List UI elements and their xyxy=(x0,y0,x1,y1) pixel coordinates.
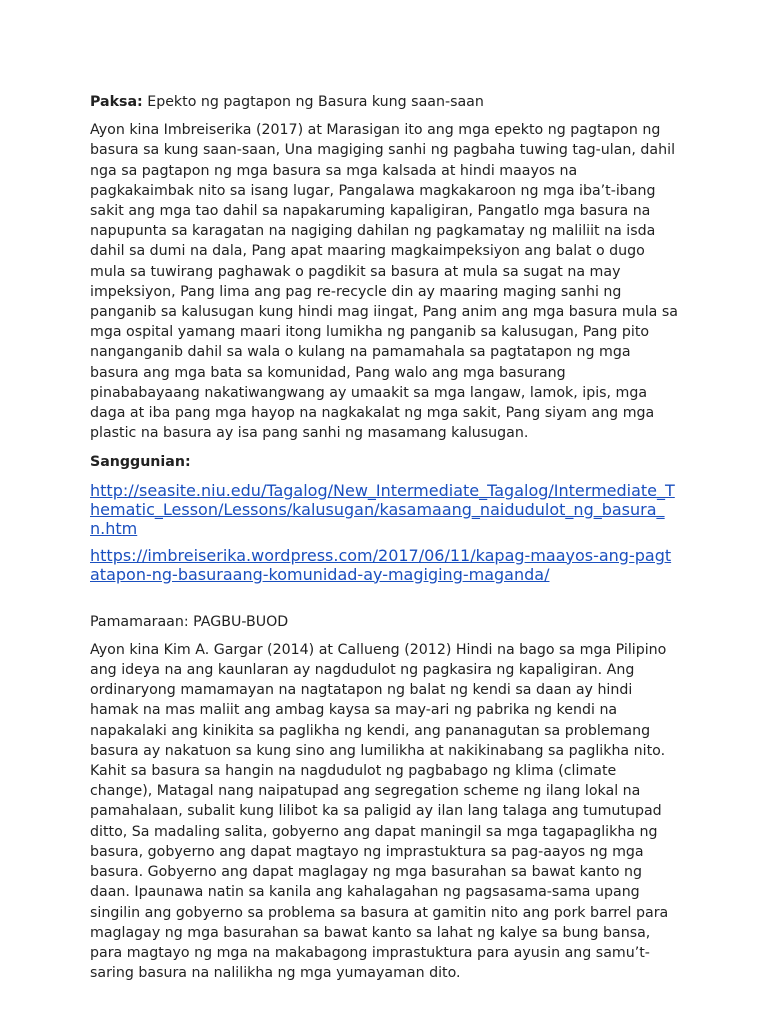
method-line: Pamamaraan: PAGBU-BUOD xyxy=(90,613,289,630)
paragraph-summary: Ayon kina Kim A. Gargar (2014) at Callueng (2012) Hindi na bago sa mga Pilipino ang ideya na ang kaunlaran ay nagdudulot ng pagkasira ng kapaligiran. Ang ordinaryong mamamayan na nagtatapon ng balat ng kendi sa daan ay hindi hamak na mas maliit ang ambag kaysa sa may-ari ng pabrika ng kendi na napakalaki ang kinikita sa paglikha ng kendi, ang pananagutan sa problemang basura ay nakatuon sa kung sino ang lumilikha at nakikinabang sa paglikha nito. Kahit sa basura sa hangin na nagdudulot ng pagbabago ng klima (climate change), Matagal nang naipatupad ang segregation scheme ng ilang lokal na pamahalaan, subalit kung lilibot ka sa paligid ay ilan lang talaga ang tumutupad ditto, Sa madaling salita, gobyerno ang dapat maningil sa mga tagapaglikha ng basura, gobyerno ang dapat magtayo ng imprastuktura sa pag-aayos ng mga basura. Gobyerno ang dapat maglagay ng mga basurahan sa bawat kanto ng daan. Ipaunawa natin sa kanila ang kahalagahan ng pagsasama-sama upang singilin ang gobyerno sa problema sa basura at gamitin nito ang pork barrel para maglagay ng mga basurahan sa bawat kanto sa lahat ng kalye sa bung bansa, para magtayo ng mga na makabagong imprastuktura para ayusin ang samu’t-saring basura na nalilikha ng mga yumayaman dito. xyxy=(90,641,669,982)
reference-link-imbreiserika[interactable]: https://imbreiserika.wordpress.com/2017/06/11/kapag-maayos-ang-pagtatapon-ng-basuraang-komunidad-ay-magiging-maganda/ xyxy=(90,545,672,584)
reference-link-seasite[interactable]: http://seasite.niu.edu/Tagalog/New_Intermediate_Tagalog/Intermediate_Thematic_Lesson/Lessons/kalusugan/kasamaang_naidudulot_ng_basura_n.htm xyxy=(90,480,675,538)
references-heading: Sanggunian: xyxy=(90,454,191,471)
topic-label: Paksa: xyxy=(90,94,143,110)
paragraph-effects: Ayon kina Imbreiserika (2017) at Marasigan ito ang mga epekto ng pagtapon ng basura sa kung saan-saan, Una magiging sanhi ng pagbaha tuwing tag-ulan, dahil nga sa pagtapon ng mga basura sa mga kalsada at hindi maayos na pagkakaimbak nito sa isang lugar, Pangalawa magkakaroon ng mga iba’t-ibang sakit ang mga tao dahil sa napakaruming kapaligiran, Pangatlo mga basura na napupunta sa karagatan na nagiging dahilan ng pagkamatay ng maliliit na isda dahil sa dumi na dala, Pang apat maaring magkaimpeksiyon ang balat o dugo mula sa tuwirang paghawak o pagdikit sa basura at mula sa sugat na may impeksiyon, Pang lima ang pag re-recycle din ay maaring maging sanhi ng panganib sa kalusugan kung hindi mag iingat, Pang anim ang mga basura mula sa mga ospital yamang maari itong lumikha ng panganib sa kalusugan, Pang pito nanganganib dahil sa wala o kulang na pamamahala sa pagtatapon ng mga basura ang mga bata sa komunidad, Pang walo ang mga basurang pinababayaang nakatiwangwang ay umaakit sa mga langaw, lamok, ipis, mga daga at iba pang mga hayop na nagkakalat ng mga sakit, Pang siyam ang mga plastic na basura ay isa pang sanhi ng masamang kalusugan. xyxy=(90,122,678,442)
topic-text: Epekto ng pagtapon ng Basura kung saan-saan xyxy=(142,94,484,110)
topic-line xyxy=(90,92,678,112)
